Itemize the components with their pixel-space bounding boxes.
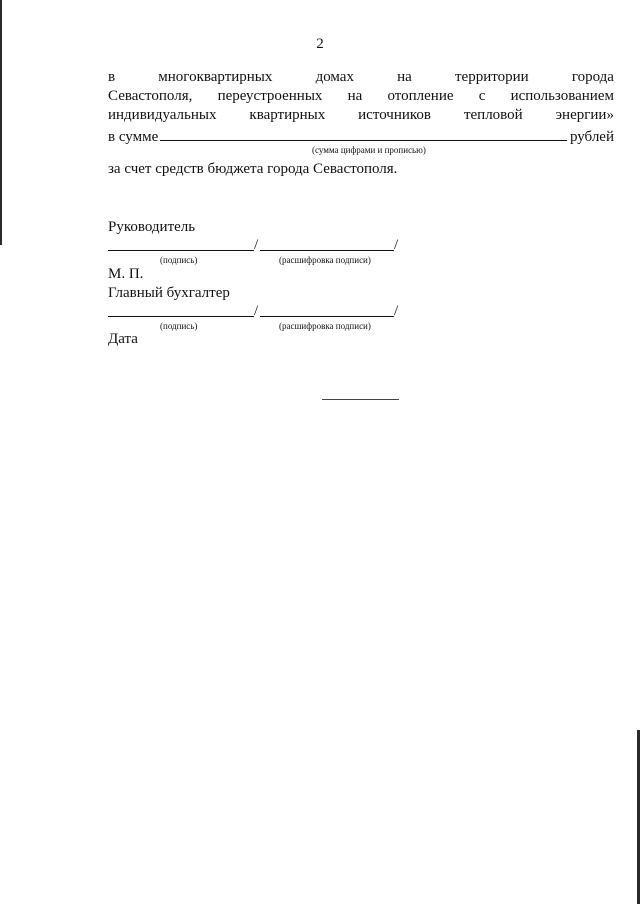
head-signature-row [108,236,408,252]
page-number: 2 [316,36,324,52]
slash: / [394,303,399,319]
date-label: Дата [108,331,138,347]
word: на [347,88,363,104]
head-signature-blank [108,236,254,251]
end-rule [322,399,399,400]
accountant-signature-row [108,302,408,318]
head-decoding-blank [260,236,394,251]
budget-line: за счет средств бюджета города Севастополя. [108,161,398,177]
word: использованием [510,88,614,104]
word: в [108,69,116,85]
sum-line [108,126,614,147]
paragraph-line-2 [108,87,614,106]
word: индивидуальных [108,107,217,123]
accountant-signature-blank [108,302,254,317]
word: тепловой [463,107,523,123]
accountant-decoding-blank [260,302,394,317]
word: с [478,88,486,104]
head-decoding-hint: (расшифровка подписи) [279,255,371,265]
sum-suffix: рублей [569,129,614,145]
head-signature-hint: (подпись) [160,255,198,265]
sum-blank-field [160,126,567,141]
accountant-decoding-hint: (расшифровка подписи) [279,321,371,331]
head-label: Руководитель [108,219,196,235]
word: Севастополя, [108,88,193,104]
slash: / [254,237,259,253]
slash: / [254,303,259,319]
word: домах [315,69,354,85]
accountant-label: Главный бухгалтер [108,285,230,301]
stamp-label: М. П. [108,266,144,282]
word: города [571,69,614,85]
sum-prefix: в сумме [108,129,159,145]
word: на [397,69,412,85]
sum-hint: (сумма цифрами и прописью) [312,145,426,155]
accountant-signature-hint: (подпись) [160,321,198,331]
word: многоквартирных [158,69,273,85]
word: источников [358,107,432,123]
paragraph-line-3 [108,106,614,125]
word: территории [455,69,529,85]
paragraph-line-1 [108,68,614,87]
word: переустроенных [217,88,323,104]
word: энергии» [555,107,614,123]
word: отопление [387,88,454,104]
slash: / [394,237,399,253]
word: квартирных [249,107,326,123]
